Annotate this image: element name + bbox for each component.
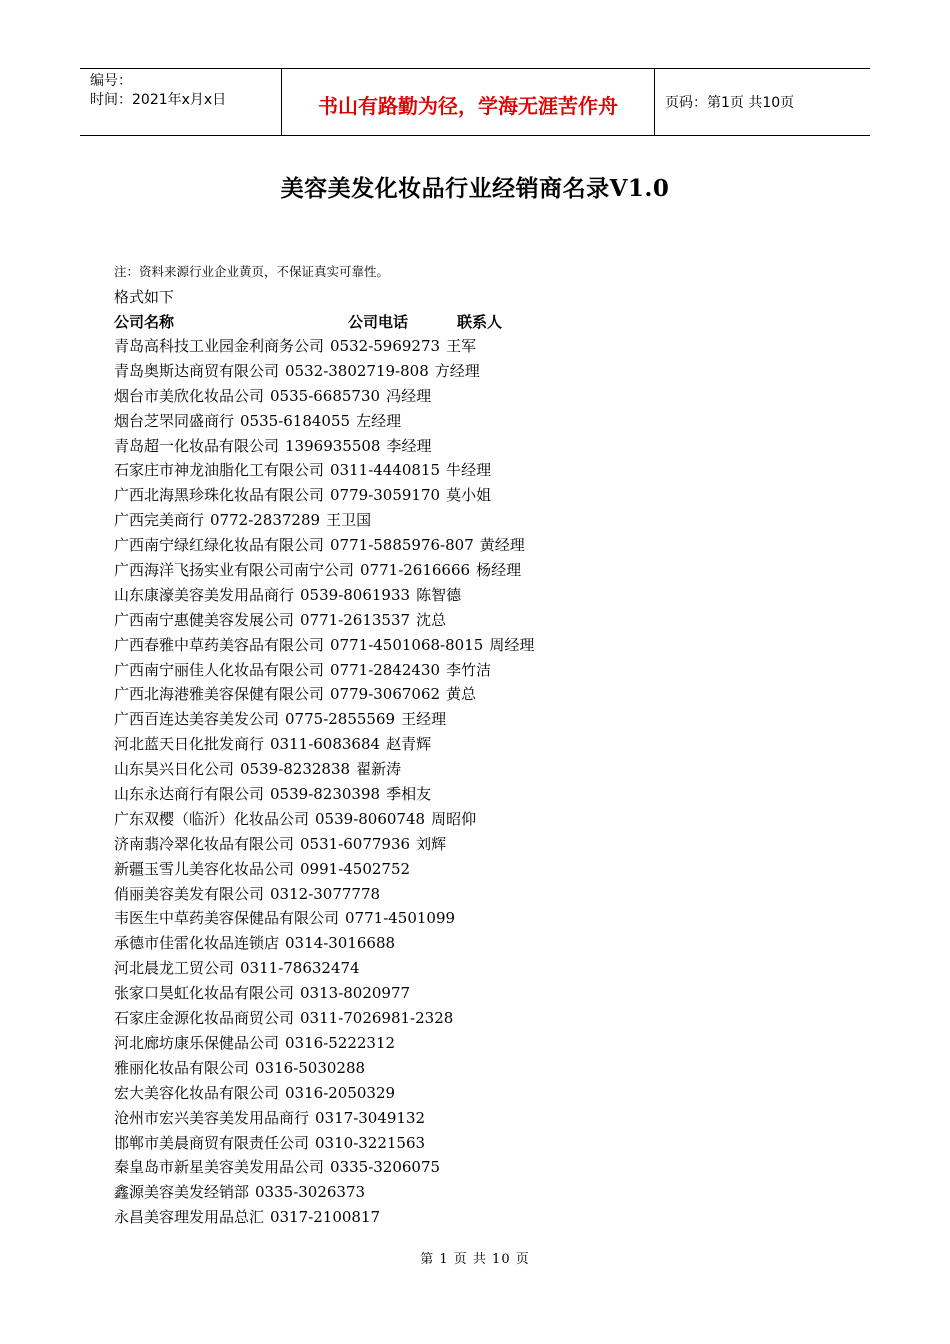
entry-phone: 0771-2613537 xyxy=(300,610,411,629)
entry-phone: 0771-4501068-8015 xyxy=(330,635,484,654)
list-item xyxy=(114,1006,540,1031)
list-item xyxy=(114,807,540,832)
time-label: 时间：2021年x月x日 xyxy=(90,92,227,108)
entry-company: 广西北海黑珍珠化妆品有限公司 xyxy=(114,486,325,505)
list-item xyxy=(114,732,540,757)
list-item xyxy=(114,483,540,508)
list-item xyxy=(114,707,540,732)
entry-contact: 翟新涛 xyxy=(356,760,402,779)
entry-phone: 0335-3206075 xyxy=(330,1158,441,1177)
list-item xyxy=(114,931,540,956)
entry-company: 山东永达商行有限公司 xyxy=(114,785,265,804)
entry-contact: 赵青辉 xyxy=(386,735,432,754)
entry-phone: 0775-2855569 xyxy=(285,710,396,729)
header-motto: 书山有路勤为径，学海无涯苦作舟 xyxy=(282,69,655,135)
entry-company: 鑫源美容美发经销部 xyxy=(114,1183,250,1202)
entry-company: 广西北海港雅美容保健有限公司 xyxy=(114,685,325,704)
entry-contact: 李经理 xyxy=(386,436,432,455)
entry-phone: 0313-8020977 xyxy=(300,984,411,1003)
list-item xyxy=(114,1155,540,1180)
entry-phone: 0314-3016688 xyxy=(285,934,396,953)
list-item xyxy=(114,658,540,683)
list-item xyxy=(114,682,540,707)
list-item xyxy=(114,956,540,981)
document-title: 美容美发化妆品行业经销商名录V1.0 xyxy=(280,175,670,202)
page-header xyxy=(80,68,870,136)
entry-contact: 冯经理 xyxy=(386,386,432,405)
list-item xyxy=(114,359,540,384)
list-item xyxy=(114,558,540,583)
list-item xyxy=(114,981,540,1006)
entry-company: 济南翡冷翠化妆品有限公司 xyxy=(114,834,295,853)
entry-phone: 0316-2050329 xyxy=(285,1083,396,1102)
column-headers xyxy=(114,311,614,333)
entry-company: 广西完美商行 xyxy=(114,511,205,530)
entry-phone: 0335-3026373 xyxy=(255,1183,366,1202)
source-note: 注：资料来源行业企业黄页，不保证真实可靠性。 xyxy=(114,264,390,279)
entry-company: 河北晨龙工贸公司 xyxy=(114,959,235,978)
entry-company: 广西海洋飞扬实业有限公司南宁公司 xyxy=(114,561,355,580)
entry-company: 广西南宁绿红绿化妆品有限公司 xyxy=(114,536,325,555)
list-item xyxy=(114,1031,540,1056)
entry-contact: 沈总 xyxy=(416,610,447,629)
entry-contact: 黄经理 xyxy=(479,536,525,555)
entry-phone: 0539-8230398 xyxy=(270,785,381,804)
list-item xyxy=(114,1205,540,1230)
entry-phone: 0531-6077936 xyxy=(300,834,411,853)
entry-company: 河北廊坊康乐保健品公司 xyxy=(114,1033,280,1052)
entry-phone: 0317-3049132 xyxy=(315,1108,426,1127)
list-item xyxy=(114,906,540,931)
entry-company: 青岛高科技工业园金利商务公司 xyxy=(114,337,325,355)
entry-company: 韦医生中草药美容保健品有限公司 xyxy=(114,909,340,928)
entry-contact: 杨经理 xyxy=(476,561,522,580)
entry-contact: 王经理 xyxy=(401,710,447,729)
entry-contact: 黄总 xyxy=(446,685,477,704)
entry-phone: 0316-5030288 xyxy=(255,1058,366,1077)
entry-contact: 刘辉 xyxy=(416,834,447,853)
entry-phone: 0779-3059170 xyxy=(330,486,441,505)
column-contact: 联系人 xyxy=(457,313,503,331)
entry-phone: 0771-2616666 xyxy=(360,561,471,580)
list-item xyxy=(114,409,540,434)
list-item xyxy=(114,832,540,857)
list-item xyxy=(114,533,540,558)
entry-phone: 0771-2842430 xyxy=(330,660,441,679)
entry-phone: 0311-7026981-2328 xyxy=(300,1009,454,1028)
entry-company: 石家庄市神龙油脂化工有限公司 xyxy=(114,461,325,480)
entry-contact: 莫小姐 xyxy=(446,486,492,505)
entry-phone: 0310-3221563 xyxy=(315,1133,426,1152)
header-meta xyxy=(80,69,282,135)
entry-company: 张家口昊虹化妆品有限公司 xyxy=(114,984,295,1003)
list-item xyxy=(114,882,540,907)
entry-company: 雅丽化妆品有限公司 xyxy=(114,1058,250,1077)
list-item xyxy=(114,334,540,359)
entry-company: 广东双樱（临沂）化妆品公司 xyxy=(114,809,310,828)
entry-phone: 0539-8061933 xyxy=(300,585,411,604)
entry-company: 河北蓝天日化批发商行 xyxy=(114,735,265,754)
entry-company: 承德市佳雷化妆品连锁店 xyxy=(114,934,280,953)
list-item xyxy=(114,1180,540,1205)
entry-phone: 0539-8060748 xyxy=(315,809,426,828)
entry-company: 石家庄金源化妆品商贸公司 xyxy=(114,1009,295,1028)
entry-contact: 牛经理 xyxy=(446,461,492,480)
entry-company: 沧州市宏兴美容美发用品商行 xyxy=(114,1108,310,1127)
entry-company: 邯郸市美晨商贸有限责任公司 xyxy=(114,1133,310,1152)
list-item xyxy=(114,782,540,807)
entry-phone: 0317-2100817 xyxy=(270,1208,381,1227)
format-label: 格式如下 xyxy=(114,288,175,306)
entry-company: 广西南宁惠健美容发展公司 xyxy=(114,610,295,629)
column-company: 公司名称 xyxy=(114,313,175,331)
entry-company: 青岛超一化妆品有限公司 xyxy=(114,436,280,455)
list-item xyxy=(114,508,540,533)
entry-phone: 0991-4502752 xyxy=(300,859,411,878)
entry-contact: 王卫国 xyxy=(326,511,372,530)
entry-phone: 0311-6083684 xyxy=(270,735,381,754)
entry-contact: 陈智德 xyxy=(416,585,462,604)
entry-contact: 季相友 xyxy=(386,785,432,804)
page-footer: 第 1 页 共 10 页 xyxy=(420,1252,530,1267)
header-page-info: 页码：第1页 共10页 xyxy=(665,95,795,111)
entry-company: 烟台市美欣化妆品公司 xyxy=(114,386,265,405)
entry-phone: 0779-3067062 xyxy=(330,685,441,704)
entry-phone: 0532-3802719-808 xyxy=(285,361,429,380)
entry-company: 烟台芝罘同盛商行 xyxy=(114,411,235,430)
entry-phone: 0539-8232838 xyxy=(240,760,351,779)
entry-company: 永昌美容理发用品总汇 xyxy=(114,1208,265,1227)
entry-company: 山东昊兴日化公司 xyxy=(114,760,235,779)
list-item xyxy=(114,1106,540,1131)
entry-contact: 李竹洁 xyxy=(446,660,492,679)
code-label: 编号： xyxy=(90,73,132,89)
entry-phone: 0532-5969273 xyxy=(330,337,441,355)
entry-phone: 0312-3077778 xyxy=(270,884,381,903)
list-item xyxy=(114,1081,540,1106)
entry-phone: 0316-5222312 xyxy=(285,1033,396,1052)
entry-company: 青岛奥斯达商贸有限公司 xyxy=(114,361,280,380)
list-item xyxy=(114,583,540,608)
list-item xyxy=(114,757,540,782)
list-item xyxy=(114,434,540,459)
list-item xyxy=(114,857,540,882)
entry-contact: 王军 xyxy=(446,337,477,355)
entry-company: 俏丽美容美发有限公司 xyxy=(114,884,265,903)
entry-company: 宏大美容化妆品有限公司 xyxy=(114,1083,280,1102)
entry-contact: 周经理 xyxy=(489,635,535,654)
list-item xyxy=(114,458,540,483)
list-item xyxy=(114,608,540,633)
entry-company: 广西南宁丽佳人化妆品有限公司 xyxy=(114,660,325,679)
column-phone: 公司电话 xyxy=(348,313,409,331)
entry-phone: 0311-4440815 xyxy=(330,461,441,480)
entry-phone: 0771-4501099 xyxy=(345,909,456,928)
entry-contact: 方经理 xyxy=(434,361,480,380)
entry-phone: 0535-6685730 xyxy=(270,386,381,405)
entry-company: 秦皇岛市新星美容美发用品公司 xyxy=(114,1158,325,1177)
entry-company: 广西春雅中草药美容品有限公司 xyxy=(114,635,325,654)
entry-contact: 周昭仰 xyxy=(431,809,477,828)
entry-company: 新疆玉雪儿美容化妆品公司 xyxy=(114,859,295,878)
entry-company: 山东康濠美容美发用品商行 xyxy=(114,585,295,604)
entry-phone: 0535-6184055 xyxy=(240,411,351,430)
entry-phone: 0772-2837289 xyxy=(210,511,321,530)
entry-phone: 0771-5885976-807 xyxy=(330,536,474,555)
list-item xyxy=(114,633,540,658)
list-item xyxy=(114,1056,540,1081)
entry-company: 广西百连达美容美发公司 xyxy=(114,710,280,729)
dealer-list xyxy=(114,334,540,1230)
list-item xyxy=(114,384,540,409)
list-item xyxy=(114,1131,540,1156)
entry-phone: 1396935508 xyxy=(285,436,381,455)
entry-phone: 0311-78632474 xyxy=(240,959,360,978)
entry-contact: 左经理 xyxy=(356,411,402,430)
